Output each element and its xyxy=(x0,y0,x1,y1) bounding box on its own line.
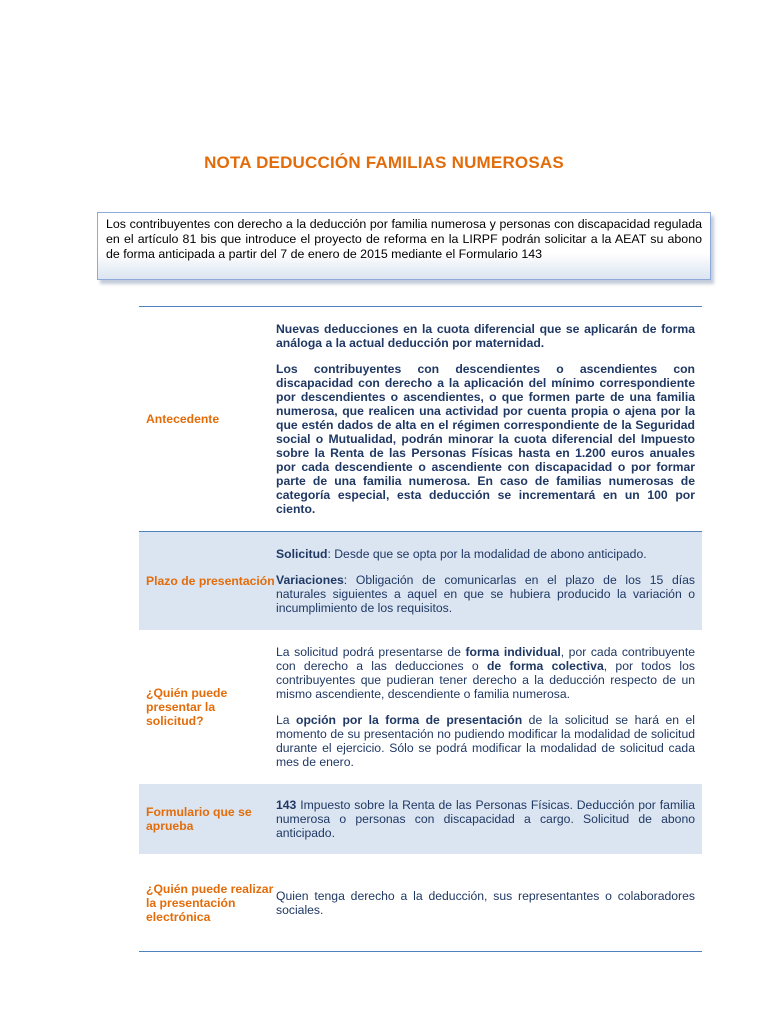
text-fragment: La xyxy=(276,713,297,727)
text-fragment: de la solicitud se hará en el momento de su presentación no pudiendo modificar la modalidad de solicitud durante el ejercicio. Sólo se podrá modificar la modalidad de solicitud cada mes de enero. xyxy=(276,713,695,769)
page-title: NOTA DEDUCCIÓN FAMILIAS NUMEROSAS xyxy=(204,153,564,172)
variaciones-text: : Obligación de comunicarlas en el plazo de los 15 días naturales siguientes a aquel en que se hubiera producido la variación o incumplimiento de los requisitos. xyxy=(276,573,695,615)
forma-individual-term: forma individual xyxy=(465,645,561,659)
row-label-quien-electronica: ¿Quién puede realizar la presentación electrónica xyxy=(146,881,274,924)
plazo-paragraph-1 xyxy=(276,547,695,561)
solicitud-text: : Desde que se opta por la modalidad de abono anticipado. xyxy=(327,547,647,561)
row-label-plazo: Plazo de presentación xyxy=(146,574,275,588)
quien-electronica-paragraph: Quien tenga derecho a la deducción, sus representantes o colaboradores sociales. xyxy=(276,888,695,917)
row-content-formulario xyxy=(276,798,702,840)
quien-solicitud-paragraph-2 xyxy=(276,713,695,769)
text-fragment: , por todos los contribuyentes que pudieran tener derecho a la deducción respecto de un mismo ascendiente, descendiente o familia numerosa. xyxy=(276,659,695,701)
table-row-quien-solicitud xyxy=(139,630,702,784)
intro-box: Los contribuyentes con derecho a la deducción por familia numerosa y personas con discapacidad regulada en el artículo 81 bis que introduce el proyecto de reforma en la LIRPF podrán solicitar a la AEAT su abono de forma anticipada a partir del 7 de enero de 2015 mediante el Formulario 143 xyxy=(97,212,711,280)
solicitud-term: Solicitud xyxy=(276,547,328,561)
row-content-quien-solicitud xyxy=(276,645,702,769)
text-fragment: , por cada contribuyente con derecho a las deducciones o xyxy=(276,645,695,673)
formulario-paragraph xyxy=(276,798,695,840)
table-row-quien-electronica xyxy=(139,854,702,951)
forma-colectiva-term: de forma colectiva xyxy=(486,659,604,673)
formulario-number: 143 xyxy=(276,798,297,812)
row-label-quien-solicitud: ¿Quién puede presentar la solicitud? xyxy=(146,686,228,728)
row-label-formulario: Formulario que se aprueba xyxy=(146,805,252,833)
plazo-paragraph-2 xyxy=(276,573,695,615)
antecedente-paragraph-2: Los contribuyentes con descendientes o ascendientes con discapacidad con derecho a la aplicación del mínimo correspondiente por descendientes o ascendientes, o que formen parte de una familia numerosa, que realicen una actividad por cuenta propia o ajena por la que estén dados de alta en el régimen correspondiente de la Seguridad social o Mutualidad, podrán minorar la cuota diferencial del Impuesto sobre la Renta de las Personas Físicas hasta en 1.200 euros anuales por cada descendiente o ascendiente con discapacidad o por formar parte de una familia numerosa. En caso de familias numerosas de categoría especial, esta deducción se incrementará en un 100 por ciento. xyxy=(276,362,695,516)
text-fragment: La solicitud podrá presentarse de xyxy=(276,645,466,659)
row-label-antecedente: Antecedente xyxy=(146,412,220,426)
row-content-quien-electronica xyxy=(276,889,702,917)
opcion-presentacion-term: opción por la forma de presentación xyxy=(296,713,523,727)
variaciones-term: Variaciones xyxy=(276,573,344,587)
info-table xyxy=(139,306,702,952)
formulario-text: Impuesto sobre la Renta de las Personas Físicas. Deducción por familia numerosa o personas con discapacidad a cargo. Solicitud de abono anticipado. xyxy=(276,798,695,840)
table-row-antecedente xyxy=(139,307,702,531)
antecedente-paragraph-1: Nuevas deducciones en la cuota diferencial que se aplicarán de forma análoga a la actual deducción por maternidad. xyxy=(276,322,695,350)
row-content-antecedente xyxy=(276,322,702,516)
row-content-plazo xyxy=(276,547,702,615)
table-row-plazo xyxy=(139,531,702,630)
quien-solicitud-paragraph-1 xyxy=(276,645,695,701)
table-row-formulario xyxy=(139,784,702,854)
